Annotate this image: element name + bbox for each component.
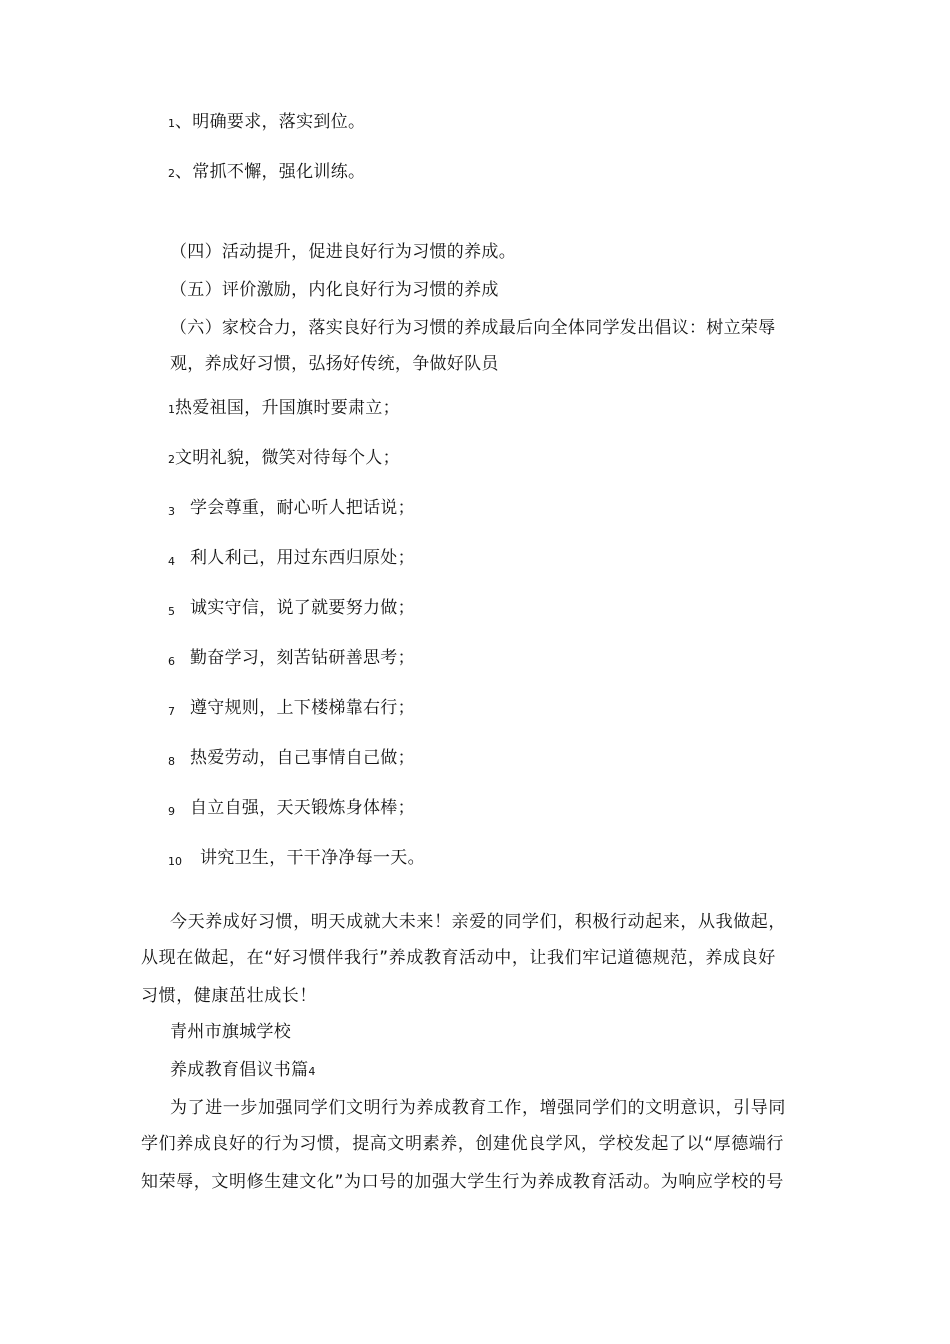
list-text: 利人利己，用过东西归原处； — [190, 548, 415, 568]
school-name: 青州市旗城学校 — [170, 1022, 292, 1042]
list-number: 8 — [168, 755, 175, 768]
section-heading: （五）评价激励，内化良好行为习惯的养成 — [170, 280, 499, 300]
list-number: 4 — [168, 555, 175, 568]
step-text: 、常抓不懈，强化训练。 — [175, 162, 366, 182]
list-text: 自立自强，天天锻炼身体棒； — [190, 798, 415, 818]
list-text: 学会尊重，耐心听人把话说； — [190, 498, 415, 518]
closing-paragraph-line: 习惯，健康茁壮成长！ — [141, 986, 317, 1006]
article-title-number: 4 — [308, 1065, 316, 1078]
list-text: 文明礼貌，微笑对待每个人； — [175, 448, 400, 468]
closing-paragraph-line: 今天养成好习惯，明天成就大未来！亲爱的同学们，积极行动起来，从我做起， — [170, 912, 786, 932]
step-text: 、明确要求，落实到位。 — [175, 112, 366, 132]
list-item — [168, 398, 400, 420]
list-text: 讲究卫生，干干净净每一天。 — [200, 848, 425, 868]
intro-paragraph-line: 知荣辱，文明修生建文化”为口号的加强大学生行为养成教育活动。为响应学校的号 — [141, 1172, 785, 1192]
intro-paragraph-line: 为了进一步加强同学们文明行为养成教育工作，增强同学们的文明意识，引导同 — [170, 1098, 786, 1118]
step-item — [168, 112, 365, 134]
list-number: 10 — [168, 855, 182, 868]
step-item — [168, 162, 365, 184]
article-title-text: 养成教育倡议书篇 — [170, 1060, 309, 1080]
list-item — [168, 448, 400, 470]
section-heading: （六）家校合力，落实良好行为习惯的养成最后向全体同学发出倡议：树立荣辱 — [170, 318, 776, 338]
list-number: 2 — [168, 453, 175, 466]
list-text: 诚实守信，说了就要努力做； — [190, 598, 415, 618]
article-title — [170, 1060, 315, 1082]
list-text: 勤奋学习，刻苦钻研善思考； — [190, 648, 415, 668]
list-number: 9 — [168, 805, 175, 818]
list-number: 3 — [168, 505, 175, 518]
section-continuation: 观，养成好习惯，弘扬好传统，争做好队员 — [170, 354, 499, 374]
list-number: 5 — [168, 605, 175, 618]
section-heading: （四）活动提升，促进良好行为习惯的养成。 — [170, 242, 516, 262]
list-number: 6 — [168, 655, 175, 668]
intro-paragraph-line: 学们养成良好的行为习惯，提高文明素养，创建优良学风，学校发起了以“厚德端行 — [141, 1134, 785, 1154]
list-text: 热爱祖国，升国旗时要肃立； — [175, 398, 400, 418]
step-number: 2 — [168, 167, 175, 180]
list-number: 1 — [168, 403, 175, 416]
list-number: 7 — [168, 705, 175, 718]
step-number: 1 — [168, 117, 175, 130]
list-text: 热爱劳动，自己事情自己做； — [190, 748, 415, 768]
closing-paragraph-line: 从现在做起，在“好习惯伴我行”养成教育活动中，让我们牢记道德规范，养成良好 — [141, 948, 776, 968]
list-text: 遵守规则，上下楼梯靠右行； — [190, 698, 415, 718]
